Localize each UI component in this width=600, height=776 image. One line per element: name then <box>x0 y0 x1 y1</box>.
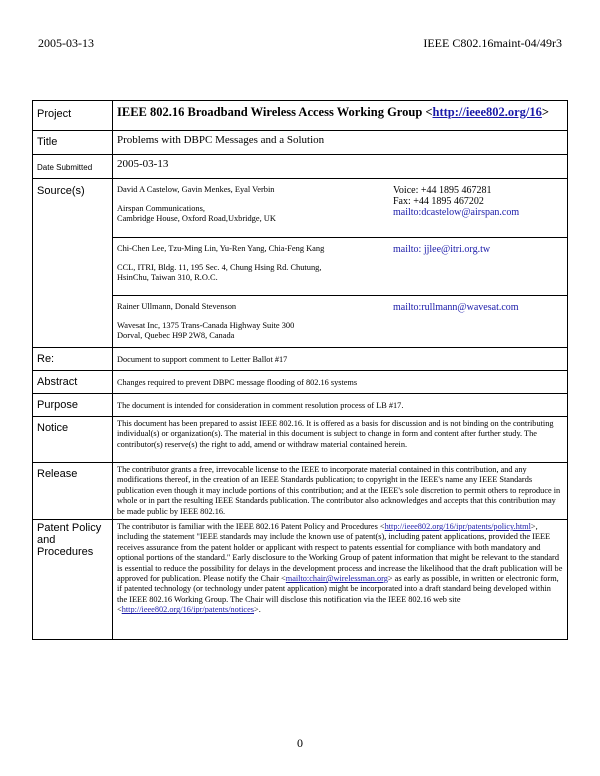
row-date-submitted <box>33 155 568 179</box>
row-source-1 <box>33 179 568 238</box>
source-mail-2[interactable]: mailto: jjlee@itri.org.tw <box>393 244 491 255</box>
label-release: Release <box>33 463 113 520</box>
source-fax-1: Fax: +44 1895 467202 <box>393 196 484 207</box>
cover-table <box>32 100 568 640</box>
label-title: Title <box>33 131 113 155</box>
chair-mail-link[interactable]: mailto:chair@wirelessman.org <box>285 574 388 584</box>
source-authors-1: David A Castelow, Gavin Menkes, Eyal Verbin <box>117 185 275 194</box>
patent-text-4: >. <box>254 605 261 615</box>
label-purpose: Purpose <box>33 394 113 417</box>
project-close: > <box>541 105 550 119</box>
source-addr-2: HsinChu, Taiwan 310, R.O.C. <box>117 273 218 283</box>
patent-text-2: >, including the statement "IEEE standards may include the known use of patent(s), including patent applications, provided the IEEE receives assurance from the patent holder or applicant with respect to patents essential for compliance with both mandatory and optional portions of the standard." Early disclosure to the Working Group of patent information that might be relevant to the standard is essential to reduce the possibility for delays in the development process and increase the likelihood that the draft publication will be approved for publication. Please notify the Chair < <box>117 522 563 584</box>
header-date: 2005-03-13 <box>38 36 94 50</box>
row-purpose <box>33 394 568 417</box>
label-project: Project <box>33 101 113 131</box>
row-source-2 <box>33 238 568 296</box>
patent-notices-link[interactable]: http://ieee802.org/16/ipr/patents/notices <box>121 605 255 615</box>
page-number: 0 <box>297 736 303 750</box>
row-notice <box>33 417 568 463</box>
label-abstract: Abstract <box>33 371 113 394</box>
patent-text-3: > as early as possible, in written or electronic form, if patented technology (or technology under patent application) might be incorporated into a draft standard being developed within the IEEE 802.16 Working Group. The Chair will disclose this notification via the IEEE 802.16 web site < <box>117 574 559 615</box>
row-project <box>33 101 568 131</box>
row-re <box>33 348 568 371</box>
label-notice: Notice <box>33 417 113 463</box>
source-authors-2: Chi-Chen Lee, Tzu-Ming Lin, Yu-Ren Yang, Chia-Feng Kang <box>117 244 325 253</box>
row-abstract <box>33 371 568 394</box>
row-release <box>33 463 568 520</box>
value-title: Problems with DBPC Messages and a Solution <box>117 134 325 146</box>
source-org-1: Airspan Communications, <box>117 203 205 213</box>
value-date-submitted: 2005-03-13 <box>117 158 169 170</box>
row-title <box>33 131 568 155</box>
value-re: Document to support comment to Letter Ballot #17 <box>113 348 568 371</box>
label-patent: Patent Policy and Procedures <box>33 520 113 640</box>
value-project <box>113 101 568 131</box>
source-addr-1: Cambridge House, Oxford Road,Uxbridge, UK <box>117 214 276 224</box>
label-date-submitted: Date Submitted <box>33 155 113 179</box>
row-source-3 <box>33 296 568 348</box>
project-title: IEEE 802.16 Broadband Wireless Access Working Group < <box>117 105 433 119</box>
value-abstract: Changes required to prevent DBPC message flooding of 802.16 systems <box>113 371 568 394</box>
source-org-2: CCL, ITRI, Bldg. 11, 195 Sec. 4, Chung Hsing Rd. Chutung, <box>117 262 322 272</box>
value-release: The contributor grants a free, irrevocable license to the IEEE to incorporate material contained in this contribution, and any modifications thereof, in the creation of an IEEE Standards publication; to copyright in the IEEE's name any IEEE Standards publication even though it may include portions of this contribution; and at the IEEE's sole discretion to permit others to reproduce in whole or in part the resulting IEEE Standards publication. The contributor also acknowledges and accepts that this contribution may be made public by IEEE 802.16. <box>113 463 568 520</box>
label-re: Re: <box>33 348 113 371</box>
value-notice: This document has been prepared to assist IEEE 802.16. It is offered as a basis for discussion and is not binding on the contributing individual(s) or organization(s). The material in this document is subject to change in form and content after further study. The contributor(s) reserve(s) the right to add, amend or withdraw material contained herein. <box>113 417 568 463</box>
value-purpose: The document is intended for consideration in comment resolution process of LB #17. <box>113 394 568 417</box>
source-mail-3[interactable]: mailto:rullmann@wavesat.com <box>393 302 519 313</box>
source-authors-3: Rainer Ullmann, Donald Stevenson <box>117 302 237 311</box>
patent-policy-link[interactable]: http://ieee802.org/16/ipr/patents/policy.html <box>384 522 531 532</box>
source-org-3: Wavesat Inc, 1375 Trans-Canada Highway Suite 300 <box>117 320 295 330</box>
row-patent <box>33 520 568 640</box>
patent-text-1: The contributor is familiar with the IEEE 802.16 Patent Policy and Procedures < <box>117 522 385 532</box>
header-doc-id: IEEE C802.16maint-04/49r3 <box>423 36 562 50</box>
source-addr-3: Dorval, Quebec H9P 2W8, Canada <box>117 331 235 341</box>
value-patent <box>113 520 568 640</box>
source-mail-1[interactable]: mailto:dcastelow@airspan.com <box>393 207 520 218</box>
source-voice-1: Voice: +44 1895 467281 <box>393 185 492 196</box>
project-link[interactable]: http://ieee802.org/16 <box>432 105 542 119</box>
label-source: Source(s) <box>33 179 113 348</box>
